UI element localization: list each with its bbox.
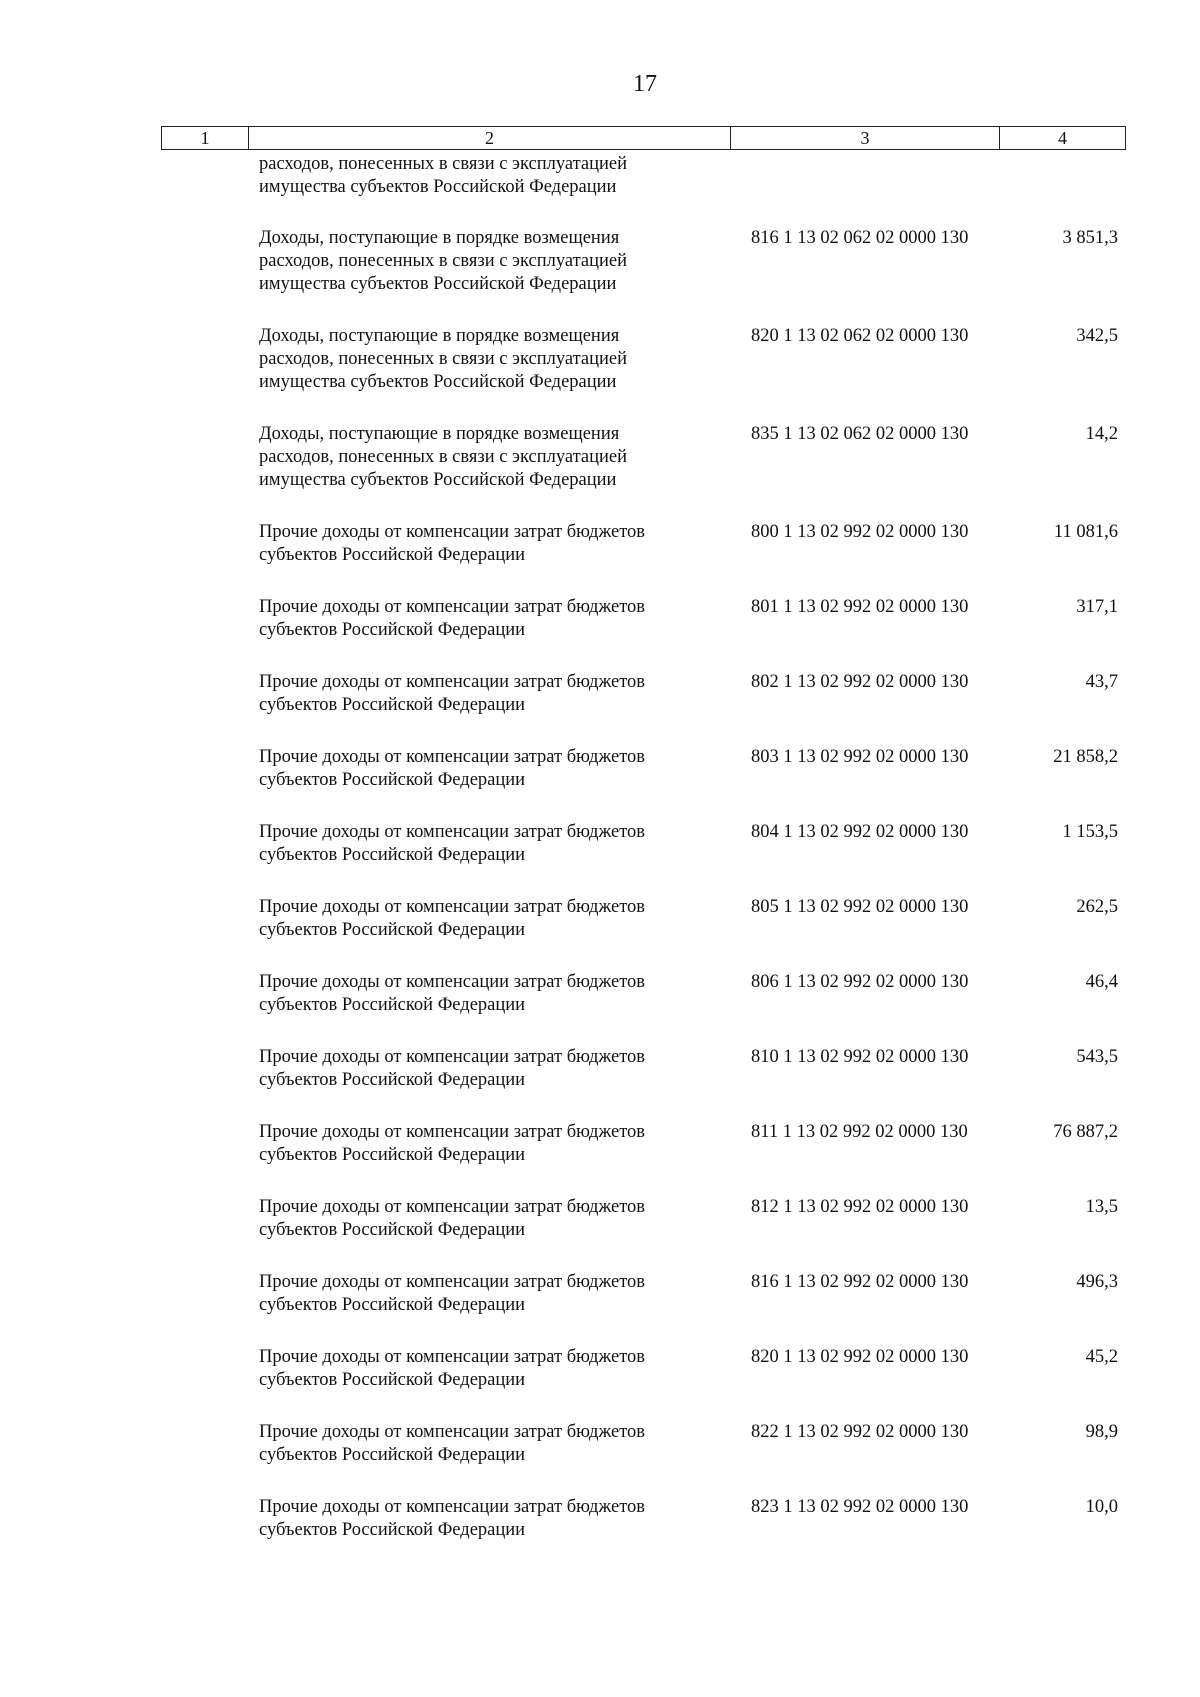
column-header-2: 2: [249, 127, 731, 149]
row-name: Доходы, поступающие в порядке возмещения расходов, понесенных в связи с эксплуатацией имущества субъектов Российской Федерации: [259, 228, 628, 294]
row-amount: 317,1: [1076, 597, 1118, 617]
row-code: 800 1 13 02 992 02 0000 130: [751, 522, 969, 542]
row-code: 812 1 13 02 992 02 0000 130: [751, 1197, 969, 1217]
row-amount: 14,2: [1085, 424, 1118, 444]
row-amount: 10,0: [1085, 1497, 1118, 1517]
row-amount: 98,9: [1085, 1422, 1118, 1442]
row-name: Прочие доходы от компенсации затрат бюджетов субъектов Российской Федерации: [259, 747, 646, 790]
row-code: 804 1 13 02 992 02 0000 130: [751, 822, 969, 842]
column-header-4: 4: [1058, 128, 1067, 148]
row-name: Прочие доходы от компенсации затрат бюджетов субъектов Российской Федерации: [259, 522, 646, 565]
row-name: Прочие доходы от компенсации затрат бюджетов субъектов Российской Федерации: [259, 1347, 646, 1390]
row-amount: 3 851,3: [1062, 228, 1118, 248]
row-name: Прочие доходы от компенсации затрат бюджетов субъектов Российской Федерации: [259, 1047, 646, 1090]
row-amount: 496,3: [1076, 1272, 1118, 1292]
row-amount: 76 887,2: [1053, 1122, 1118, 1142]
row-name: Доходы, поступающие в порядке возмещения расходов, понесенных в связи с эксплуатацией имущества субъектов Российской Федерации: [259, 326, 628, 392]
row-name: Прочие доходы от компенсации затрат бюджетов субъектов Российской Федерации: [259, 822, 646, 865]
row-code: 810 1 13 02 992 02 0000 130: [751, 1047, 969, 1067]
column-header-3: 3: [731, 127, 1000, 149]
row-name: Прочие доходы от компенсации затрат бюджетов субъектов Российской Федерации: [259, 672, 646, 715]
row-name: Прочие доходы от компенсации затрат бюджетов субъектов Российской Федерации: [259, 1497, 646, 1540]
row-amount: 13,5: [1085, 1197, 1118, 1217]
row-code: 801 1 13 02 992 02 0000 130: [751, 597, 969, 617]
row-amount: 543,5: [1076, 1047, 1118, 1067]
row-name: Прочие доходы от компенсации затрат бюджетов субъектов Российской Федерации: [259, 597, 646, 640]
row-name: Прочие доходы от компенсации затрат бюджетов субъектов Российской Федерации: [259, 1422, 646, 1465]
row-code: 816 1 13 02 062 02 0000 130: [751, 228, 969, 248]
row-code: 823 1 13 02 992 02 0000 130: [751, 1497, 969, 1517]
row-code: 820 1 13 02 062 02 0000 130: [751, 326, 969, 346]
continued-row-name: расходов, понесенных в связи с эксплуатацией имущества субъектов Российской Федерации: [259, 154, 628, 197]
row-amount: 262,5: [1076, 897, 1118, 917]
row-name: Прочие доходы от компенсации затрат бюджетов субъектов Российской Федерации: [259, 897, 646, 940]
row-amount: 45,2: [1085, 1347, 1118, 1367]
row-code: 803 1 13 02 992 02 0000 130: [751, 747, 969, 767]
row-code: 816 1 13 02 992 02 0000 130: [751, 1272, 969, 1292]
row-amount: 46,4: [1085, 972, 1118, 992]
page-number: 17: [633, 71, 657, 97]
row-code: 835 1 13 02 062 02 0000 130: [751, 424, 969, 444]
row-amount: 11 081,6: [1053, 522, 1118, 542]
row-name: Доходы, поступающие в порядке возмещения расходов, понесенных в связи с эксплуатацией имущества субъектов Российской Федерации: [259, 424, 628, 490]
row-amount: 43,7: [1085, 672, 1118, 692]
row-amount: 1 153,5: [1062, 822, 1118, 842]
row-code: 822 1 13 02 992 02 0000 130: [751, 1422, 969, 1442]
row-code: 805 1 13 02 992 02 0000 130: [751, 897, 969, 917]
row-code: 806 1 13 02 992 02 0000 130: [751, 972, 969, 992]
column-header-1: 1: [162, 127, 249, 149]
row-code: 820 1 13 02 992 02 0000 130: [751, 1347, 969, 1367]
row-name: Прочие доходы от компенсации затрат бюджетов субъектов Российской Федерации: [259, 972, 646, 1015]
row-name: Прочие доходы от компенсации затрат бюджетов субъектов Российской Федерации: [259, 1272, 646, 1315]
row-amount: 342,5: [1076, 326, 1118, 346]
row-code: 802 1 13 02 992 02 0000 130: [751, 672, 969, 692]
row-name: Прочие доходы от компенсации затрат бюджетов субъектов Российской Федерации: [259, 1197, 646, 1240]
row-code: 811 1 13 02 992 02 0000 130: [751, 1122, 968, 1142]
row-name: Прочие доходы от компенсации затрат бюджетов субъектов Российской Федерации: [259, 1122, 646, 1165]
row-amount: 21 858,2: [1053, 747, 1118, 767]
